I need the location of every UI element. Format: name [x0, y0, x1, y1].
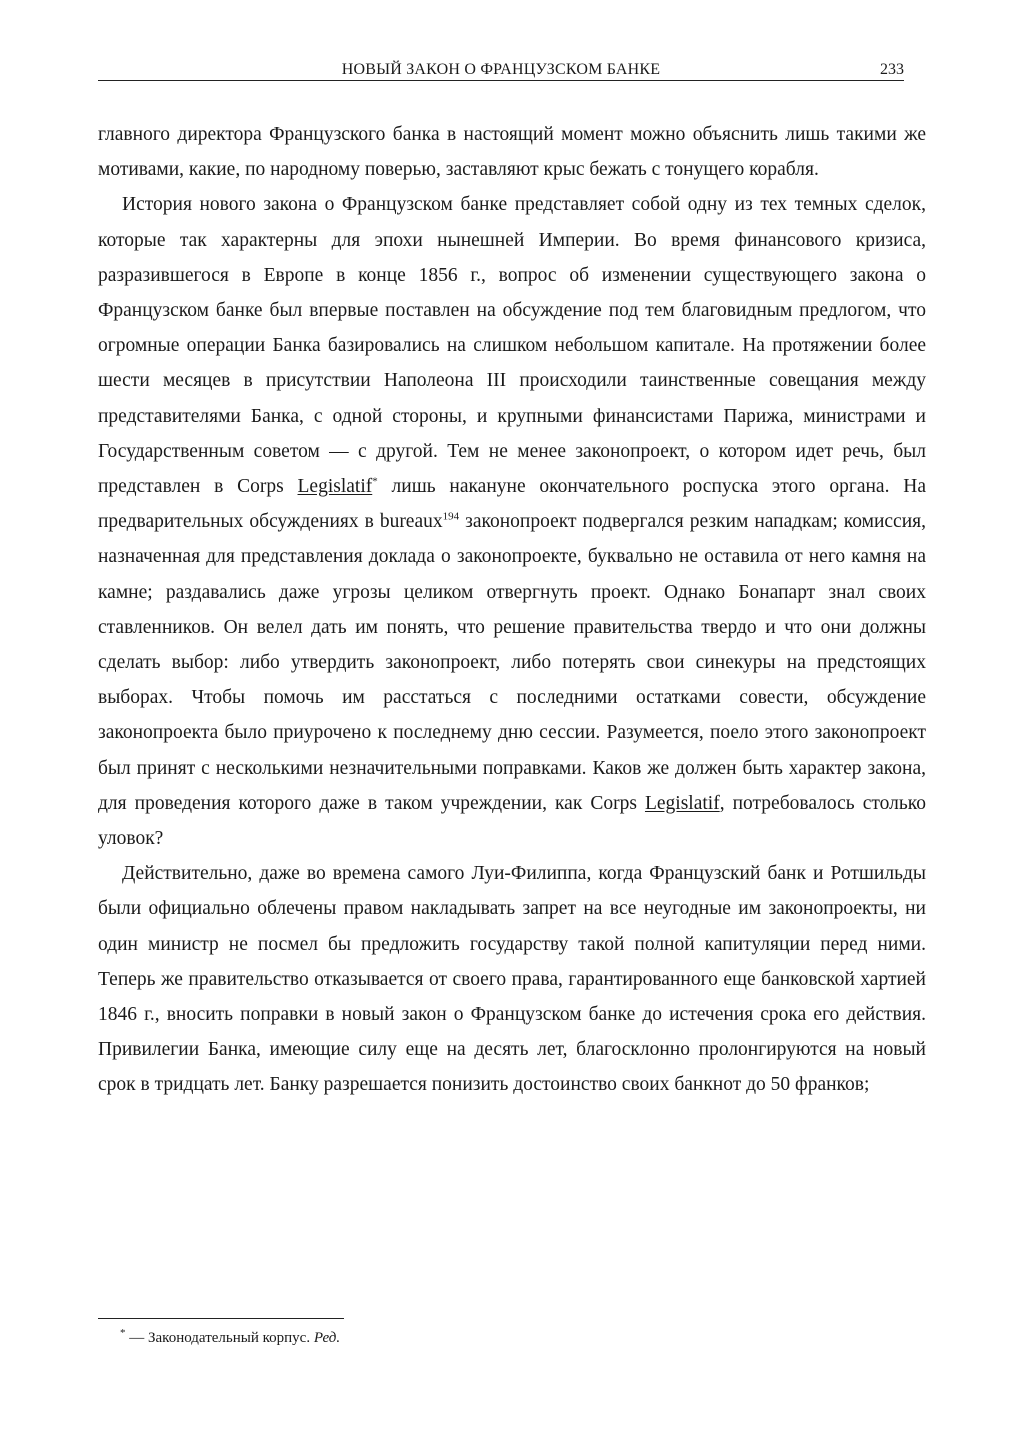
page-number: 233: [880, 61, 904, 78]
paragraph-2-part-a: История нового закона о Французском банке представляет собой одну из тех темных сделок, которые так характерны для эпохи нынешней Империи. Во время финансового кризиса, разразившегося в Европе в конце 1856 г., вопрос об изменении существующего закона о Французском банке был впервые поставлен на обсуждение под тем благовидным предлогом, что огромные операции Банка базировались на слишком небольшом капитале. На протяжении более шести месяцев в присутствии Наполеона III происходили таинственные совещания между представителями Банка, с одной стороны, и крупными финансистами Парижа, министрами и Государственным советом — с другой. Тем не менее законопроект, о котором идет речь, был представлен в Corps: [98, 194, 926, 498]
legislatif-term: Legislatif: [644, 792, 720, 814]
footnote-divider: [98, 1318, 344, 1319]
footnote-marker: *: [372, 475, 378, 488]
running-title: НОВЫЙ ЗАКОН О ФРАНЦУЗСКОМ БАНКЕ: [341, 61, 661, 78]
footnote: [120, 1328, 340, 1348]
endnote-reference: 194: [442, 510, 460, 523]
legislatif-term: Legislatif: [297, 476, 373, 498]
running-header: [98, 60, 904, 81]
main-text: [98, 117, 926, 1103]
paragraph-2-part-c: законопроект подвергался резким нападкам; комиссия, назначенная для представления доклада о законопроекте, буквально не оставила от него камня на камне; раздавались даже угрозы целиком отвергнуть проект. Однако Бонапарт знал своих ставленников. Он велел дать им понять, что решение правительства твердо и что они должны сделать выбор: либо утвердить законопроект, либо потерять свои синекуры на предстоящих выборах. Чтобы помочь им расстаться с последними остатками совести, обсуждение законопроекта было приурочено к последнему дню сессии. Разумеется, поело этого законопроект был принят с несколькими незначительными поправками. Каков же должен быть характер закона, для проведения которого даже в таком учреждении, как Corps: [98, 511, 926, 814]
paragraph-2: [98, 187, 926, 856]
paragraph-3: Действительно, даже во времена самого Луи-Филиппа, когда Французский банк и Ротшильды были официально облечены правом накладывать запрет на все неугодные им законопроекты, ни один министр не посмел бы предложить государству такой полной капитуляции перед ними. Теперь же правительство отказывается от своего права, гарантированного еще банковской хартией 1846 г., вносить поправки в новый закон о Французском банке до истечения срока его действия. Привилегии Банка, имеющие силу еще на десять лет, благосклонно пролонгируются на новый срок в тридцать лет. Банку разрешается понизить достоинство своих банкнот до 50 франков;: [98, 863, 926, 1096]
footnote-text: — Законодательный корпус.: [125, 1330, 314, 1346]
paragraph-2-part-b: лишь накануне окончательного роспуска этого органа. На предварительных обсуждениях в bureaux: [98, 476, 926, 533]
paragraph-1: главного директора Французского банка в настоящий момент можно объяснить лишь такими же мотивами, какие, по народному поверью, заставляют крыс бежать с тонущего корабля.: [98, 124, 926, 181]
footnote-editor-note: Ред.: [313, 1330, 341, 1346]
footnote-mark: *: [120, 1327, 126, 1339]
paragraph-2-part-d: , потребовалось столько уловок?: [98, 792, 926, 850]
